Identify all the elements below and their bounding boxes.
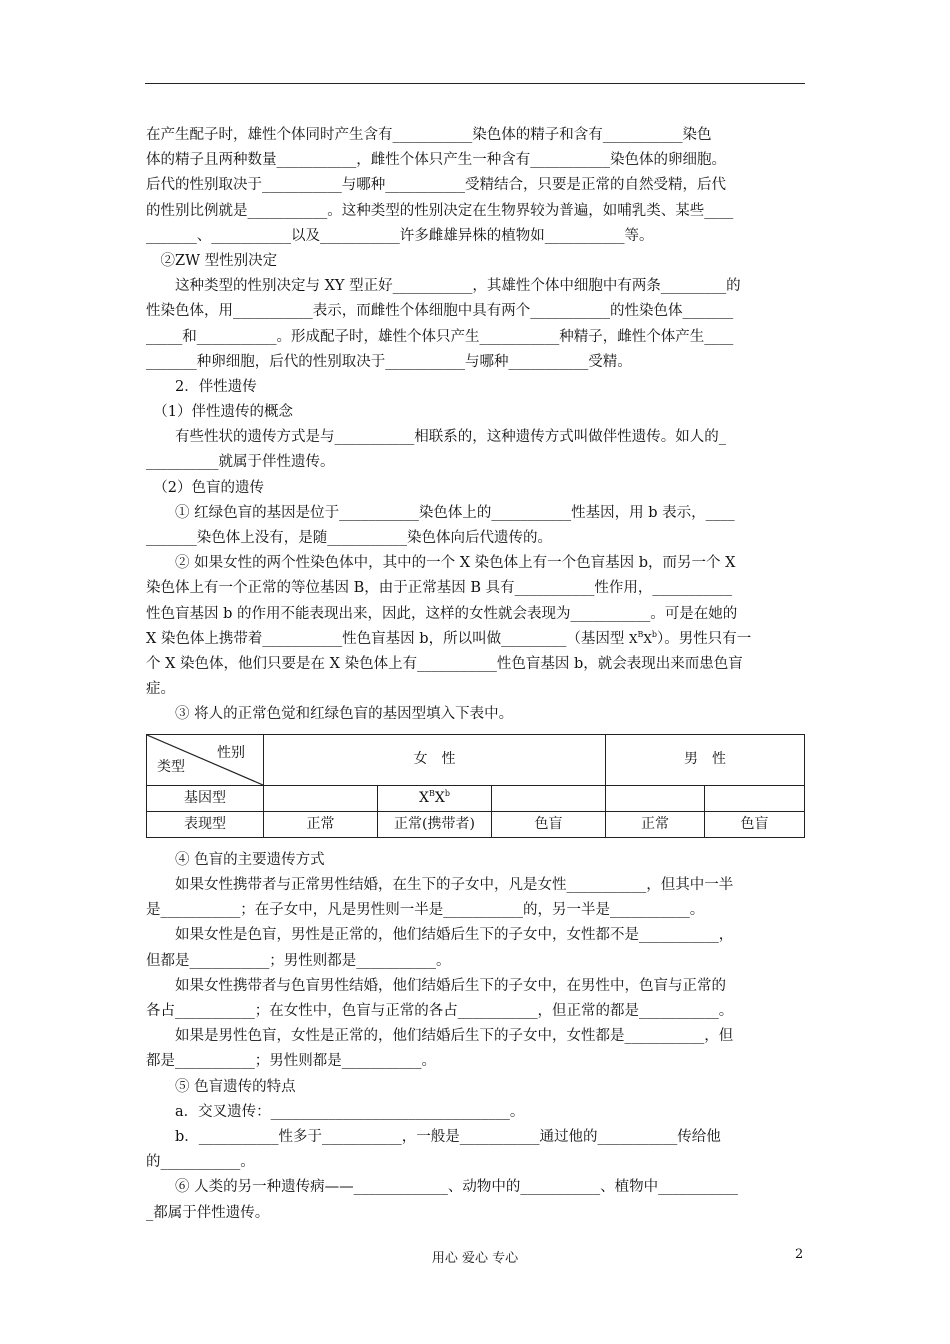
text-line: 体的精子且两种数量___________，雌性个体只产生一种含有___________染色体的卵细胞。 bbox=[146, 152, 726, 169]
paragraph-block-bottom bbox=[146, 848, 806, 1226]
genotype-cell-carrier: $X^BX^b$ bbox=[378, 785, 492, 811]
text-line: 如果是男性色盲，女性是正常的，他们结婚后生下的子女中，女性都是___________，但 bbox=[146, 1028, 734, 1045]
text-line: 都是___________；男性则都是___________。 bbox=[146, 1053, 436, 1070]
phenotype-cell: 色盲 bbox=[492, 811, 606, 837]
text-line: _____和___________。形成配子时，雄性个体只产生___________种精子，雌性个体产生____ bbox=[146, 328, 734, 345]
page-number: 2 bbox=[795, 1247, 804, 1262]
text-line: __________就属于伴性遗传。 bbox=[146, 454, 335, 471]
text-line: 2．伴性遗传 bbox=[146, 378, 257, 395]
genotype-row-label: 基因型 bbox=[147, 785, 264, 811]
header-type-label: 类型 bbox=[157, 759, 185, 776]
text-line: 个 X 染色体，他们只要是在 X 染色体上有___________性色盲基因 b，就会表现出来而患色盲 bbox=[146, 655, 743, 672]
text-line: 性染色体，用___________表示，而雌性个体细胞中具有两个___________的性染色体_______ bbox=[146, 303, 734, 320]
header-rule bbox=[145, 83, 805, 84]
text-line: b．___________性多于___________，一般是___________通过他的___________传给他 bbox=[146, 1128, 721, 1145]
genotype-cell bbox=[705, 785, 805, 811]
text-line: 症。 bbox=[146, 681, 175, 698]
text-line: 如果女性是色盲，男性是正常的，他们结婚后生下的子女中，女性都不是___________， bbox=[146, 927, 734, 944]
text-line: 在产生配子时，雄性个体同时产生含有___________染色体的精子和含有___________染色 bbox=[146, 127, 712, 143]
text-line: 这种类型的性别决定与 XY 型正好___________，其雄性个体中细胞中有两条_________的 bbox=[146, 278, 741, 295]
phenotype-cell: 正常(携带者) bbox=[378, 811, 492, 837]
text-line: X 染色体上携带着___________性色盲基因 b，所以叫做_________（基因型 $X^BX^b$）。男性只有一 bbox=[146, 629, 752, 647]
text-line: 染色体上有一个正常的等位基因 B，由于正常基因 B 具有___________性作用，___________ bbox=[146, 580, 733, 597]
male-header: 男 性 bbox=[606, 734, 805, 785]
text-line: 各占___________；在女性中，色盲与正常的各占___________，但正常的都是___________。 bbox=[146, 1003, 734, 1020]
text-line: _______、___________以及___________许多雌雄异株的植物如___________等。 bbox=[146, 227, 654, 244]
text-line: ① 红绿色盲的基因是位于___________染色体上的___________性基因，用 b 表示，____ bbox=[146, 504, 735, 521]
text-line: 如果女性携带者与色盲男性结婚，他们结婚后生下的子女中，在男性中，色盲与正常的 bbox=[146, 977, 726, 994]
text-line: ② 如果女性的两个性染色体中，其中的一个 X 染色体上有一个色盲基因 b，而另一个 X bbox=[146, 555, 736, 572]
document-body bbox=[146, 123, 806, 1226]
text-line: 性色盲基因 b 的作用不能表现出来，因此，这样的女性就会表现为___________。可是在她的 bbox=[146, 605, 738, 622]
text-line: 的___________。 bbox=[146, 1154, 255, 1171]
text-line: 有些性状的遗传方式是与___________相联系的，这种遗传方式叫做伴性遗传。如人的_ bbox=[146, 429, 726, 446]
phenotype-row bbox=[147, 811, 805, 837]
text-line: a．交叉遗传：_________________________________。 bbox=[146, 1103, 525, 1120]
text-line: ③ 将人的正常色觉和红绿色盲的基因型填入下表中。 bbox=[146, 706, 514, 723]
female-header: 女 性 bbox=[264, 734, 606, 785]
text-line: ②ZW 型性别决定 bbox=[146, 252, 278, 269]
genotype-table bbox=[146, 734, 805, 838]
phenotype-cell: 正常 bbox=[264, 811, 378, 837]
phenotype-cell: 色盲 bbox=[705, 811, 805, 837]
text-line: ⑤ 色盲遗传的特点 bbox=[146, 1078, 296, 1095]
phenotype-row-label: 表现型 bbox=[147, 811, 264, 837]
paragraph-block-top bbox=[146, 123, 806, 728]
genotype-table-wrap bbox=[146, 734, 806, 838]
genotype-row bbox=[147, 785, 805, 811]
header-sex-label: 性别 bbox=[217, 744, 245, 761]
inline-genotype: $X^BX^b$ bbox=[628, 629, 658, 646]
text-line: _______种卵细胞，后代的性别取决于___________与哪种___________受精。 bbox=[146, 353, 632, 370]
footer-slogan: 用心 爱心 专心 bbox=[431, 1251, 519, 1266]
table-corner-cell bbox=[147, 734, 264, 785]
genotype-cell bbox=[492, 785, 606, 811]
text-line: 的性别比例就是___________。这种类型的性别决定在生物界较为普遍，如哺乳类、某些____ bbox=[146, 202, 734, 219]
phenotype-cell: 正常 bbox=[606, 811, 705, 837]
text-line: （2）色盲的遗传 bbox=[146, 479, 264, 496]
text-line: 但都是___________；男性则都是___________。 bbox=[146, 952, 451, 969]
text-line: 后代的性别取决于___________与哪种___________受精结合，只要是正常的自然受精，后代 bbox=[146, 177, 726, 194]
text-line: _都属于伴性遗传。 bbox=[146, 1204, 270, 1221]
text-line: 如果女性携带者与正常男性结婚，在生下的子女中，凡是女性___________，但其中一半 bbox=[146, 877, 734, 894]
text-line: 是___________；在子女中，凡是男性则一半是___________的，另一半是___________。 bbox=[146, 902, 705, 919]
genotype-cell bbox=[606, 785, 705, 811]
text-line: ⑥ 人类的另一种遗传病——_____________、动物中的___________、植物中___________ bbox=[146, 1179, 738, 1196]
text-line: （1）伴性遗传的概念 bbox=[146, 404, 293, 421]
text-line: ④ 色盲的主要遗传方式 bbox=[146, 851, 325, 868]
genotype-cell bbox=[264, 785, 378, 811]
text-line: _______染色体上没有，是随___________染色体向后代遗传的。 bbox=[146, 530, 552, 546]
